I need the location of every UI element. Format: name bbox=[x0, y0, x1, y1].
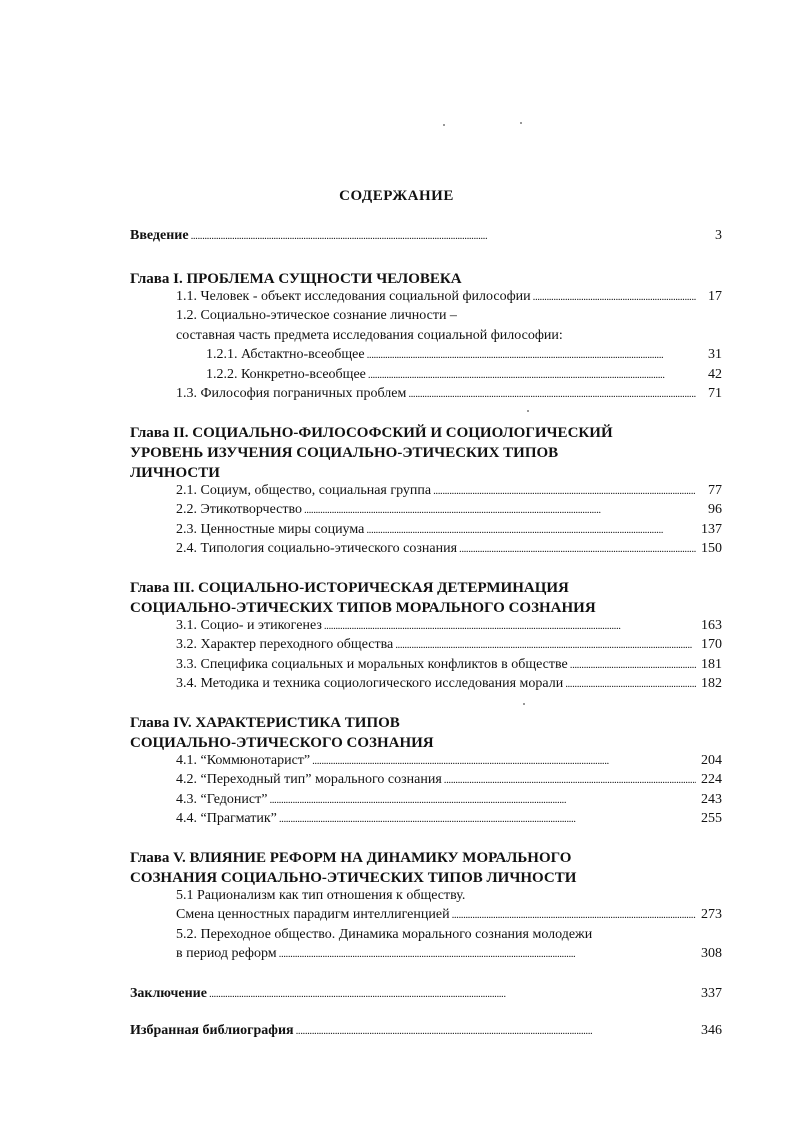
scan-speck bbox=[527, 410, 529, 412]
toc-row-text: составная часть предмета исследования социальной философии: bbox=[176, 327, 563, 343]
chapter-heading[interactable]: Глава II. СОЦИАЛЬНО-ФИЛОСОФСКИЙ И СОЦИОЛОГИЧЕСКИЙ УРОВЕНЬ ИЗУЧЕНИЯ СОЦИАЛЬНО-ЭТИЧЕСКИХ ТИПОВ ЛИЧНОСТИ bbox=[130, 424, 613, 481]
toc-row[interactable]: 3.4. Методика и техника социологического исследования морали . . . 182 bbox=[130, 676, 722, 696]
toc-row[interactable]: 3.2. Характер переходного общества . . . 170 bbox=[130, 637, 722, 657]
toc-row-sub[interactable]: 1.2.1. Абстактно-всеобщее . . . 31 bbox=[130, 347, 722, 367]
toc-row[interactable]: 2.3. Ценностные миры социума . . . 137 bbox=[130, 522, 722, 542]
leader-dots bbox=[408, 388, 696, 400]
toc-page: 3 bbox=[715, 228, 722, 243]
scan-speck bbox=[443, 124, 445, 126]
leader-dots bbox=[459, 543, 696, 555]
toc-row-bibliography[interactable]: Избранная библиография . . . 346 bbox=[130, 1023, 722, 1043]
toc-row-text: 5.2. Переходное общество. Динамика морального сознания молодежи bbox=[176, 926, 593, 942]
table-of-contents bbox=[130, 228, 722, 1043]
toc-row[interactable]: 3.3. Специфика социальных и моральных конфликтов в обществе . . . 181 bbox=[130, 657, 722, 677]
leader-dots bbox=[433, 485, 696, 497]
leader-dots bbox=[444, 774, 696, 786]
leader-dots bbox=[452, 909, 696, 921]
leader-dots bbox=[296, 1025, 696, 1037]
leader-dots bbox=[312, 755, 696, 767]
toc-row-conclusion[interactable]: Заключение . . . 337 bbox=[130, 986, 722, 1006]
chapter-heading[interactable]: Глава V. ВЛИЯНИЕ РЕФОРМ НА ДИНАМИКУ МОРАЛЬНОГО СОЗНАНИЯ СОЦИАЛЬНО-ЭТИЧЕСКИХ ТИПОВ ЛИЧНОСТИ bbox=[130, 849, 577, 886]
leader-dots bbox=[565, 678, 696, 690]
chapter-heading[interactable]: Глава IV. ХАРАКТЕРИСТИКА ТИПОВ СОЦИАЛЬНО-ЭТИЧЕСКОГО СОЗНАНИЯ bbox=[130, 714, 434, 751]
leader-dots bbox=[209, 988, 696, 1000]
toc-row[interactable]: 4.4. “Прагматик” . . . 255 bbox=[130, 811, 722, 831]
toc-row[interactable]: Смена ценностных парадигм интеллигенцией . . . 273 bbox=[130, 907, 722, 927]
leader-dots bbox=[570, 659, 696, 671]
leader-dots bbox=[366, 524, 696, 536]
toc-row[interactable]: 2.4. Типология социально-этического сознания . . . 150 bbox=[130, 541, 722, 561]
toc-row[interactable]: 1.1. Человек - объект исследования социальной философии . . . 17 bbox=[130, 289, 722, 309]
leader-dots bbox=[395, 639, 696, 651]
toc-row-sub[interactable]: 1.2.2. Конкретно-всеобщее . . . 42 bbox=[130, 367, 722, 387]
leader-dots bbox=[304, 504, 696, 516]
toc-row-text: 5.1 Рационализм как тип отношения к обществу. bbox=[176, 887, 466, 903]
leader-dots bbox=[324, 620, 696, 632]
chapter-heading[interactable]: Глава III. СОЦИАЛЬНО-ИСТОРИЧЕСКАЯ ДЕТЕРМИНАЦИЯ СОЦИАЛЬНО-ЭТИЧЕСКИХ ТИПОВ МОРАЛЬНОГО СОЗНАНИЯ bbox=[130, 579, 596, 616]
toc-row-text: 1.2. Социально-этическое сознание личности – bbox=[176, 308, 457, 323]
leader-dots bbox=[269, 794, 696, 806]
toc-row[interactable]: 2.1. Социум, общество, социальная группа . . . 77 bbox=[130, 483, 722, 503]
toc-row[interactable]: 4.1. “Коммюнотарист” . . . 204 bbox=[130, 753, 722, 773]
page-title: СОДЕРЖАНИЕ bbox=[339, 188, 454, 204]
toc-row[interactable]: в период реформ . . . 308 bbox=[130, 946, 722, 966]
leader-dots bbox=[367, 349, 696, 361]
toc-row-intro[interactable] bbox=[130, 228, 722, 248]
toc-row[interactable]: 3.1. Социо- и этикогенез . . . 163 bbox=[130, 618, 722, 638]
leader-dots bbox=[368, 369, 696, 381]
leader-dots bbox=[533, 291, 696, 303]
scan-speck bbox=[523, 703, 525, 705]
toc-row[interactable]: 2.2. Этикотворчество . . . 96 bbox=[130, 502, 722, 522]
leader-dots bbox=[191, 230, 696, 242]
toc-label: Введение bbox=[130, 228, 189, 243]
toc-row[interactable]: 1.3. Философия пограничных проблем . . . 71 bbox=[130, 386, 722, 406]
leader-dots bbox=[279, 948, 696, 960]
toc-row[interactable]: 4.3. “Гедонист” . . . 243 bbox=[130, 792, 722, 812]
scan-speck bbox=[520, 122, 522, 124]
toc-row[interactable]: 4.2. “Переходный тип” морального сознания . . . 224 bbox=[130, 772, 722, 792]
leader-dots bbox=[279, 813, 696, 825]
chapter-heading[interactable]: Глава I. ПРОБЛЕМА СУЩНОСТИ ЧЕЛОВЕКА bbox=[130, 270, 462, 287]
